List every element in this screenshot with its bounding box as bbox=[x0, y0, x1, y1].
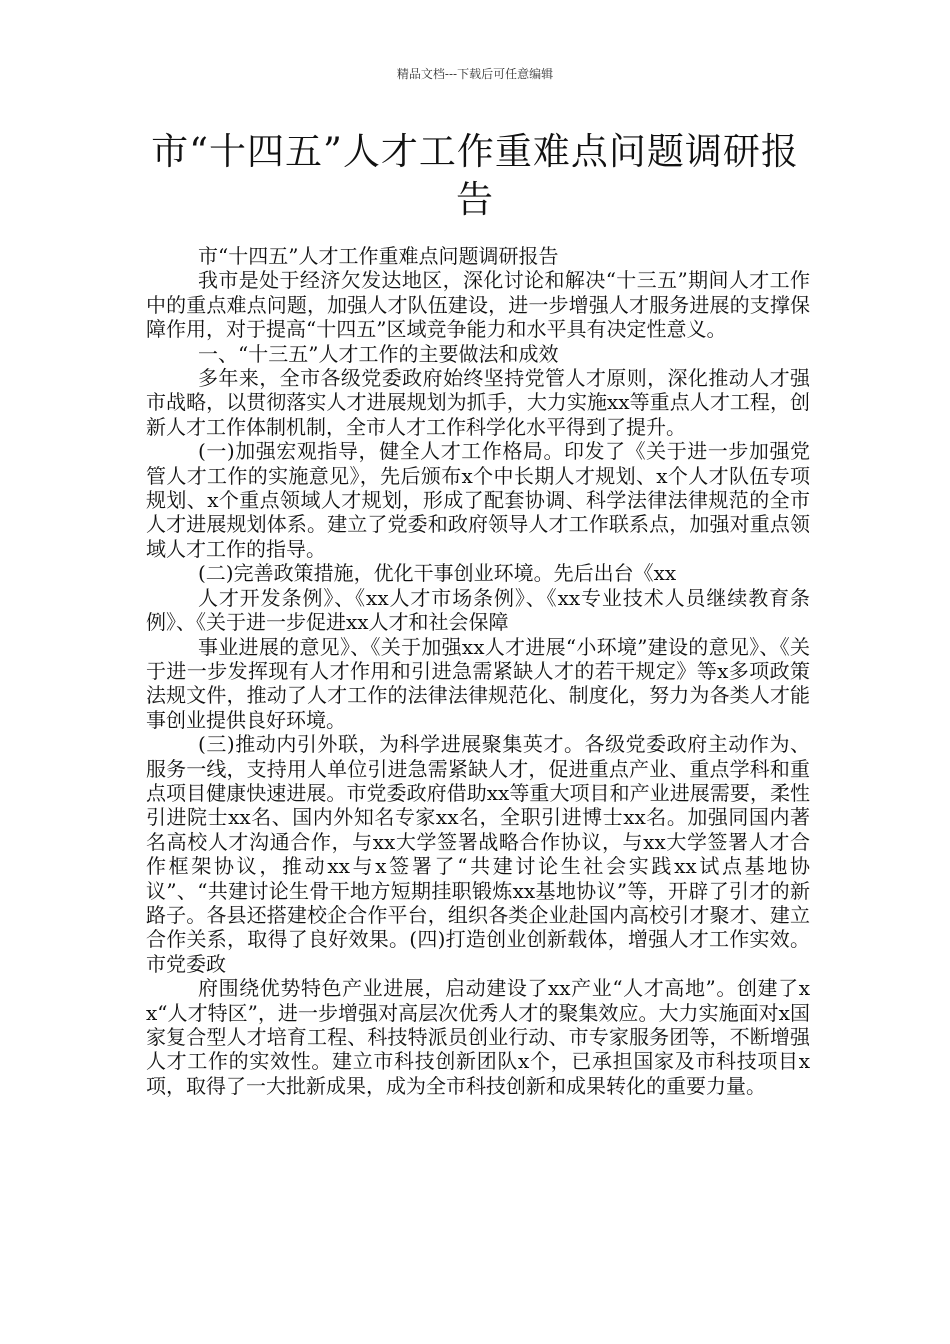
body-paragraph: (二)完善政策措施，优化干事创业环境。先后出台《xx bbox=[198, 561, 677, 586]
header-note: 精品文档---下载后可任意编辑 bbox=[396, 67, 554, 81]
body-paragraph-intro: 我市是处于经济欠发达地区，深化讨论和解决“十三五”期间人才工作中的重点难点问题，加强人才队伍建设，进一步增强人才服务进展的支撑保障作用，对于提高“十四五”区域竞争能力和水平具有决定性意义。 bbox=[146, 268, 810, 342]
body-paragraph: (三)推动内引外联，为科学进展聚集英才。各级党委政府主动作为、服务一线，支持用人单位引进急需紧缺人才，促进重点产业、重点学科和重点项目健康快速进展。市党委政府借助xx等重大项目和产业进展需要，柔性引进院士xx名、国内外知名专家xx名，全职引进博士xx名。加强同国内著名高校人才沟通合作，与xx大学签署战略合作协议，与xx大学签署人才合作框架协议，推动xx与x签署了“共建讨论生社会实践xx试点基地协议”、“共建讨论生骨干地方短期挂职锻炼xx基地协议”等，开辟了引才的新路子。各县还搭建校企合作平台，组织各类企业赴国内高校引才聚才、建立合作关系，取得了良好效果。(四)打造创业创新载体，增强人才工作实效。市党委政 bbox=[146, 732, 810, 976]
body-paragraph: (一)加强宏观指导，健全人才工作格局。印发了《关于进一步加强党管人才工作的实施意见》，先后颁布x个中长期人才规划、x个人才队伍专项规划、x个重点领域人才规划，形成了配套协调、科学法律法律规范的全市人才进展规划体系。建立了党委和政府领导人才工作联系点，加强对重点领域人才工作的指导。 bbox=[146, 439, 810, 561]
document-body bbox=[146, 244, 810, 1098]
document-title: 市“十四五”人才工作重难点问题调研报告 bbox=[151, 130, 799, 221]
body-paragraph: 府围绕优势特色产业进展，启动建设了xx产业“人才高地”。创建了xx“人才特区”，进一步增强对高层次优秀人才的聚集效应。大力实施面对x国家复合型人才培育工程、科技特派员创业行动、市专家服务团等，不断增强人才工作的实效性。建立市科技创新团队x个，已承担国家及市科技项目x项，取得了一大批新成果，成为全市科技创新和成果转化的重要力量。 bbox=[146, 976, 810, 1098]
body-paragraph: 人才开发条例》、《xx人才市场条例》、《xx专业技术人员继续教育条例》、《关于进一步促进xx人才和社会保障 bbox=[146, 585, 810, 635]
body-paragraph: 事业进展的意见》、《关于加强xx人才进展“小环境”建设的意见》、《关于进一步发挥现有人才作用和引进急需紧缺人才的若干规定》等x多项政策法规文件，推动了人才工作的法律法律规范化、制度化，努力为各类人才能事创业提供良好环境。 bbox=[146, 634, 810, 732]
body-paragraph: 多年来，全市各级党委政府始终坚持党管人才原则，深化推动人才强市战略，以贯彻落实人才进展规划为抓手，大力实施xx等重点人才工程，创新人才工作体制机制，全市人才工作科学化水平得到了提升。 bbox=[146, 366, 810, 439]
section-heading: 一、“十三五”人才工作的主要做法和成效 bbox=[198, 341, 559, 366]
body-paragraph-subtitle: 市“十四五”人才工作重难点问题调研报告 bbox=[198, 244, 559, 268]
